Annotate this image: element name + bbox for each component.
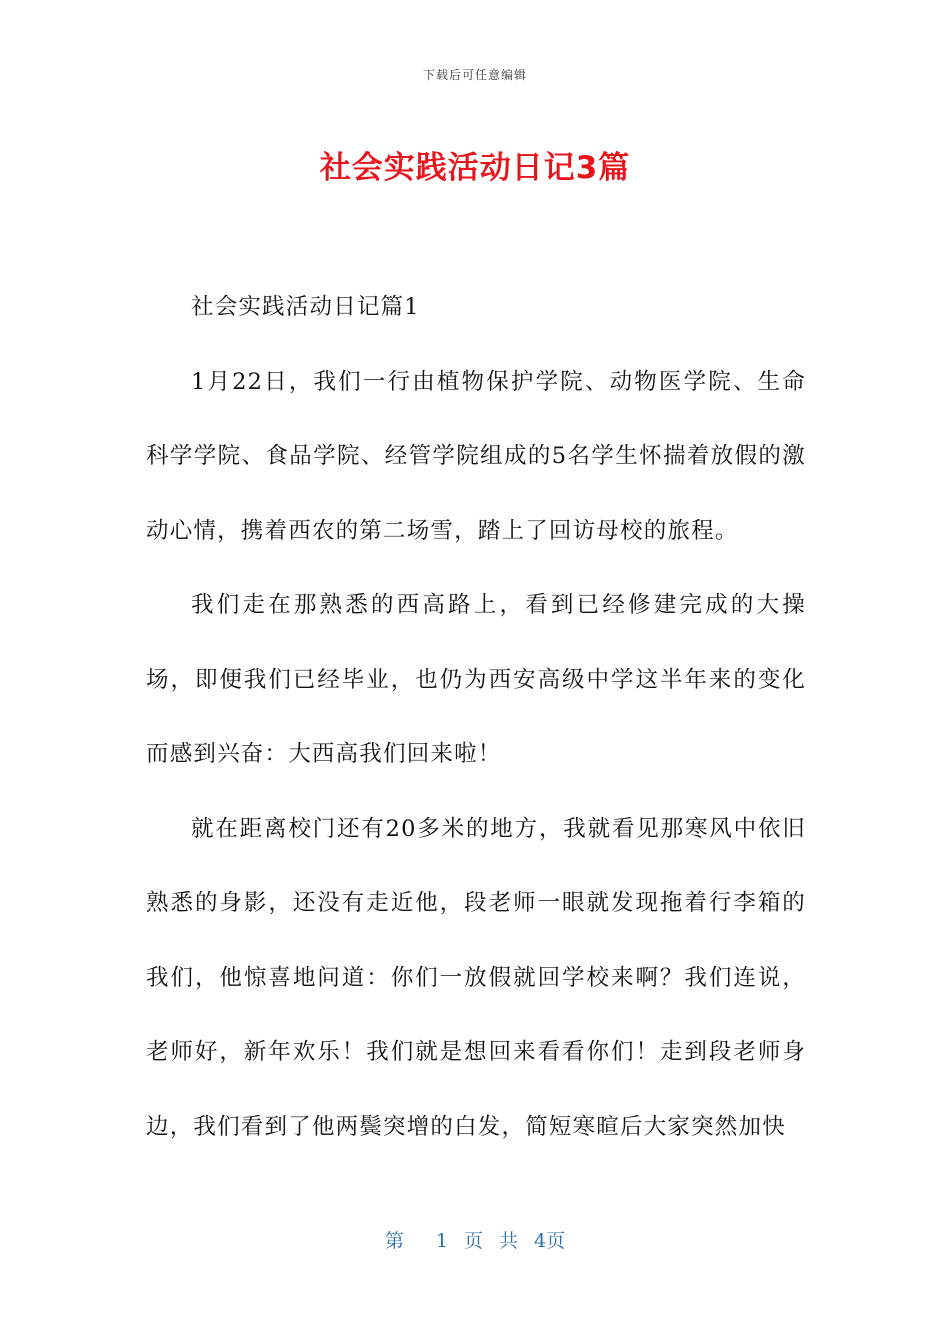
footer-total-pages: 4页	[534, 1230, 566, 1252]
body-paragraph: 我们走在那熟悉的西高路上，看到已经修建完成的大操场，即便我们已经毕业，也仍为西安高级中学这半年来的变化而感到兴奋：大西高我们回来啦！	[146, 592, 806, 767]
section-heading: 社会实践活动日记篇1	[191, 294, 420, 320]
body-paragraph: 1月22日，我们一行由植物保护学院、动物医学院、生命科学学院、食品学院、经管学院组成的5名学生怀揣着放假的激动心情，携着西农的第二场雪，踏上了回访母校的旅程。	[146, 368, 806, 544]
document-body	[146, 270, 806, 1164]
footer-label-prefix: 第	[384, 1230, 404, 1252]
document-title: 社会实践活动日记3篇	[319, 150, 631, 186]
page-footer	[0, 1226, 950, 1253]
footer-label-page: 页	[463, 1230, 483, 1252]
footer-current-page: 1	[435, 1230, 448, 1252]
body-paragraph: 就在距离校门还有20多米的地方，我就看见那寒风中依旧熟悉的身影，还没有走近他，段老师一眼就发现拖着行李箱的我们，他惊喜地问道：你们一放假就回学校来啊？我们连说，老师好，新年欢乐！我们就是想回来看看你们！走到段老师身边，我们看到了他两鬓突增的白发，简短寒暄后大家突然加快	[146, 815, 806, 1140]
footer-label-total: 共	[499, 1230, 519, 1252]
header-note: 下载后可任意编辑	[422, 68, 527, 82]
